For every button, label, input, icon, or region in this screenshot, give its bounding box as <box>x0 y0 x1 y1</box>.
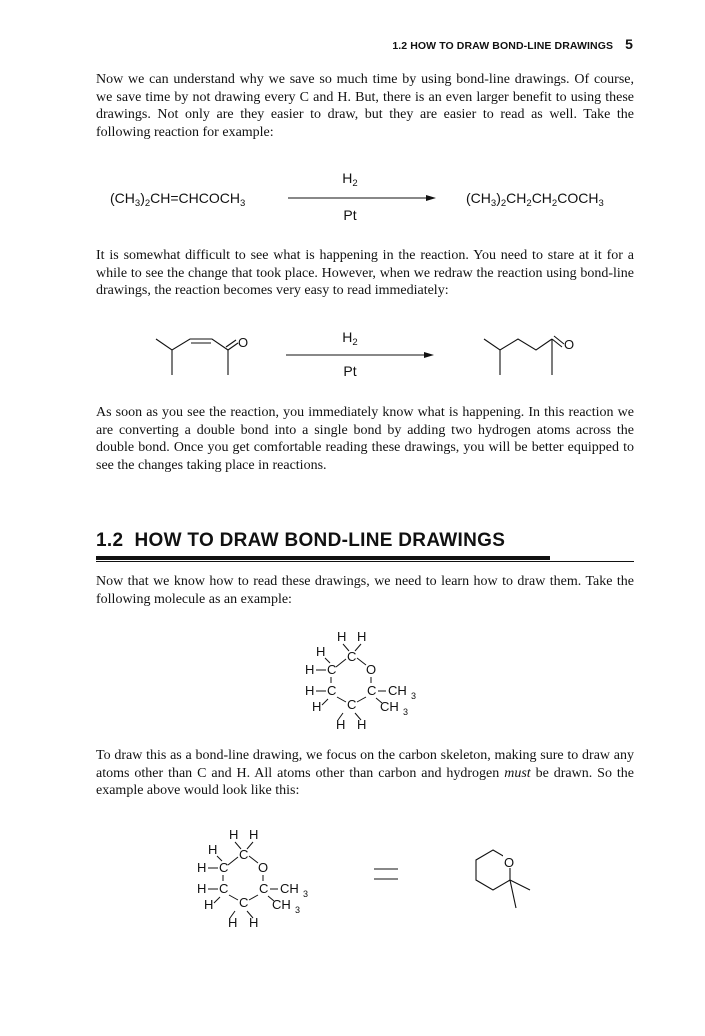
oxygen-label: O <box>238 335 249 350</box>
atom-label: 3 <box>411 691 417 701</box>
atom-label: H <box>337 629 347 644</box>
atom-label: C <box>367 683 377 698</box>
atom-label: H <box>229 827 239 842</box>
atom-label: 3 <box>295 905 301 915</box>
atom-label: H <box>312 699 322 714</box>
heading-rule-thin <box>96 561 634 562</box>
reaction-arrow-2 <box>284 347 444 363</box>
bond <box>249 895 258 900</box>
paragraph-1: Now we can understand why we save so much time by using bond-line drawings. Of course, we save time by not drawing every C and H. But, there is an even larger benefit to using these drawings. Not only are they easier to draw, but they are easier to read as well. Take the following reaction for example: <box>96 72 634 140</box>
atom-label: H <box>305 662 315 677</box>
atom-label: H <box>197 860 207 875</box>
atom-label: H <box>357 629 367 644</box>
bond <box>336 659 346 667</box>
section-heading <box>96 530 634 552</box>
atom-label: H <box>249 915 259 930</box>
bond <box>229 895 238 900</box>
bond <box>249 856 258 863</box>
bond <box>322 699 328 705</box>
atom-label: CH <box>280 881 299 896</box>
atom-label: H <box>249 827 259 842</box>
reagent-pt-2: Pt <box>343 363 357 379</box>
atom-label: H <box>357 717 367 732</box>
atom-label: H <box>305 683 315 698</box>
running-title: 1.2 HOW TO DRAW BOND-LINE DRAWINGS <box>392 40 614 52</box>
atom-label: O <box>258 860 269 875</box>
atom-label: 3 <box>403 707 409 717</box>
paragraph-5: To draw this as a bond-line drawing, we focus on the carbon skeleton, making sure to draw any atoms other than C and H. All atoms other than carbon and hydrogen must be drawn. So the example above would look like this: <box>96 748 634 799</box>
emphasis-must: must <box>504 765 531 781</box>
section-number: 1.2 <box>96 530 124 551</box>
bond <box>337 697 346 702</box>
atom-label: C <box>259 881 269 896</box>
paragraph-4: Now that we know how to read these drawings, we need to learn how to draw them. Take the following molecule as an example: <box>96 574 634 607</box>
atom-label: CH <box>380 699 399 714</box>
atom-label: H <box>316 644 326 659</box>
page-number: 5 <box>625 36 633 52</box>
atom-label: CH <box>388 683 407 698</box>
heading-rule-thick <box>96 556 550 560</box>
atom-label: C <box>327 683 337 698</box>
equals-sign <box>372 865 402 885</box>
atom-label: C <box>347 649 357 664</box>
bond <box>228 857 238 865</box>
paragraph-2: It is somewhat difficult to see what is happening in the reaction. You need to stare at it for a while to see the change that took place. However, when we redraw the reaction using bond-line drawings, the reaction becomes very easy to read immediately: <box>96 248 634 299</box>
atom-label: C <box>219 860 229 875</box>
bond <box>357 658 366 665</box>
bond <box>214 897 220 903</box>
reagent-h2-2: $H_2$ <box>342 329 358 348</box>
atom-label: C <box>239 895 249 910</box>
atom-label: CH <box>272 897 291 912</box>
atom-label: H <box>336 717 346 732</box>
expanded-molecule <box>300 625 430 735</box>
atom-label: O <box>366 662 377 677</box>
oxygen-label: O <box>564 337 575 352</box>
expanded-molecule-repeat <box>192 823 322 933</box>
bond-line-ring <box>458 842 538 914</box>
product-bond-line <box>478 325 588 385</box>
atom-label: H <box>228 915 238 930</box>
reaction-arrow-1 <box>286 190 446 206</box>
atom-label: C <box>219 881 229 896</box>
atom-label: H <box>197 881 207 896</box>
atom-label: H <box>208 842 218 857</box>
bond <box>357 697 366 702</box>
atom-label: C <box>327 662 337 677</box>
reactant-bond-line <box>150 325 260 385</box>
section-title: HOW TO DRAW BOND-LINE DRAWINGS <box>134 530 506 551</box>
reagent-h2-1: $H_2$ <box>342 170 358 189</box>
atom-label: 3 <box>303 889 309 899</box>
atom-label: C <box>347 697 357 712</box>
reactant-condensed: $(CH_3)_2CH=CHCOCH_3$ <box>110 190 246 209</box>
reagent-pt-1: Pt <box>343 207 357 223</box>
paragraph-3: As soon as you see the reaction, you immediately know what is happening. In this reaction we are converting a double bond into a single bond by adding two hydrogen atoms across the double bond. Once you get comfortable reading these drawings, you will be better equipped to see the changes taking place in reactions. <box>96 405 634 473</box>
atom-label: H <box>204 897 214 912</box>
atom-label: C <box>239 847 249 862</box>
product-condensed: $(CH_3)_2CH_2CH_2COCH_3$ <box>466 190 604 209</box>
oxygen-label: O <box>504 855 515 870</box>
running-header <box>0 36 633 52</box>
